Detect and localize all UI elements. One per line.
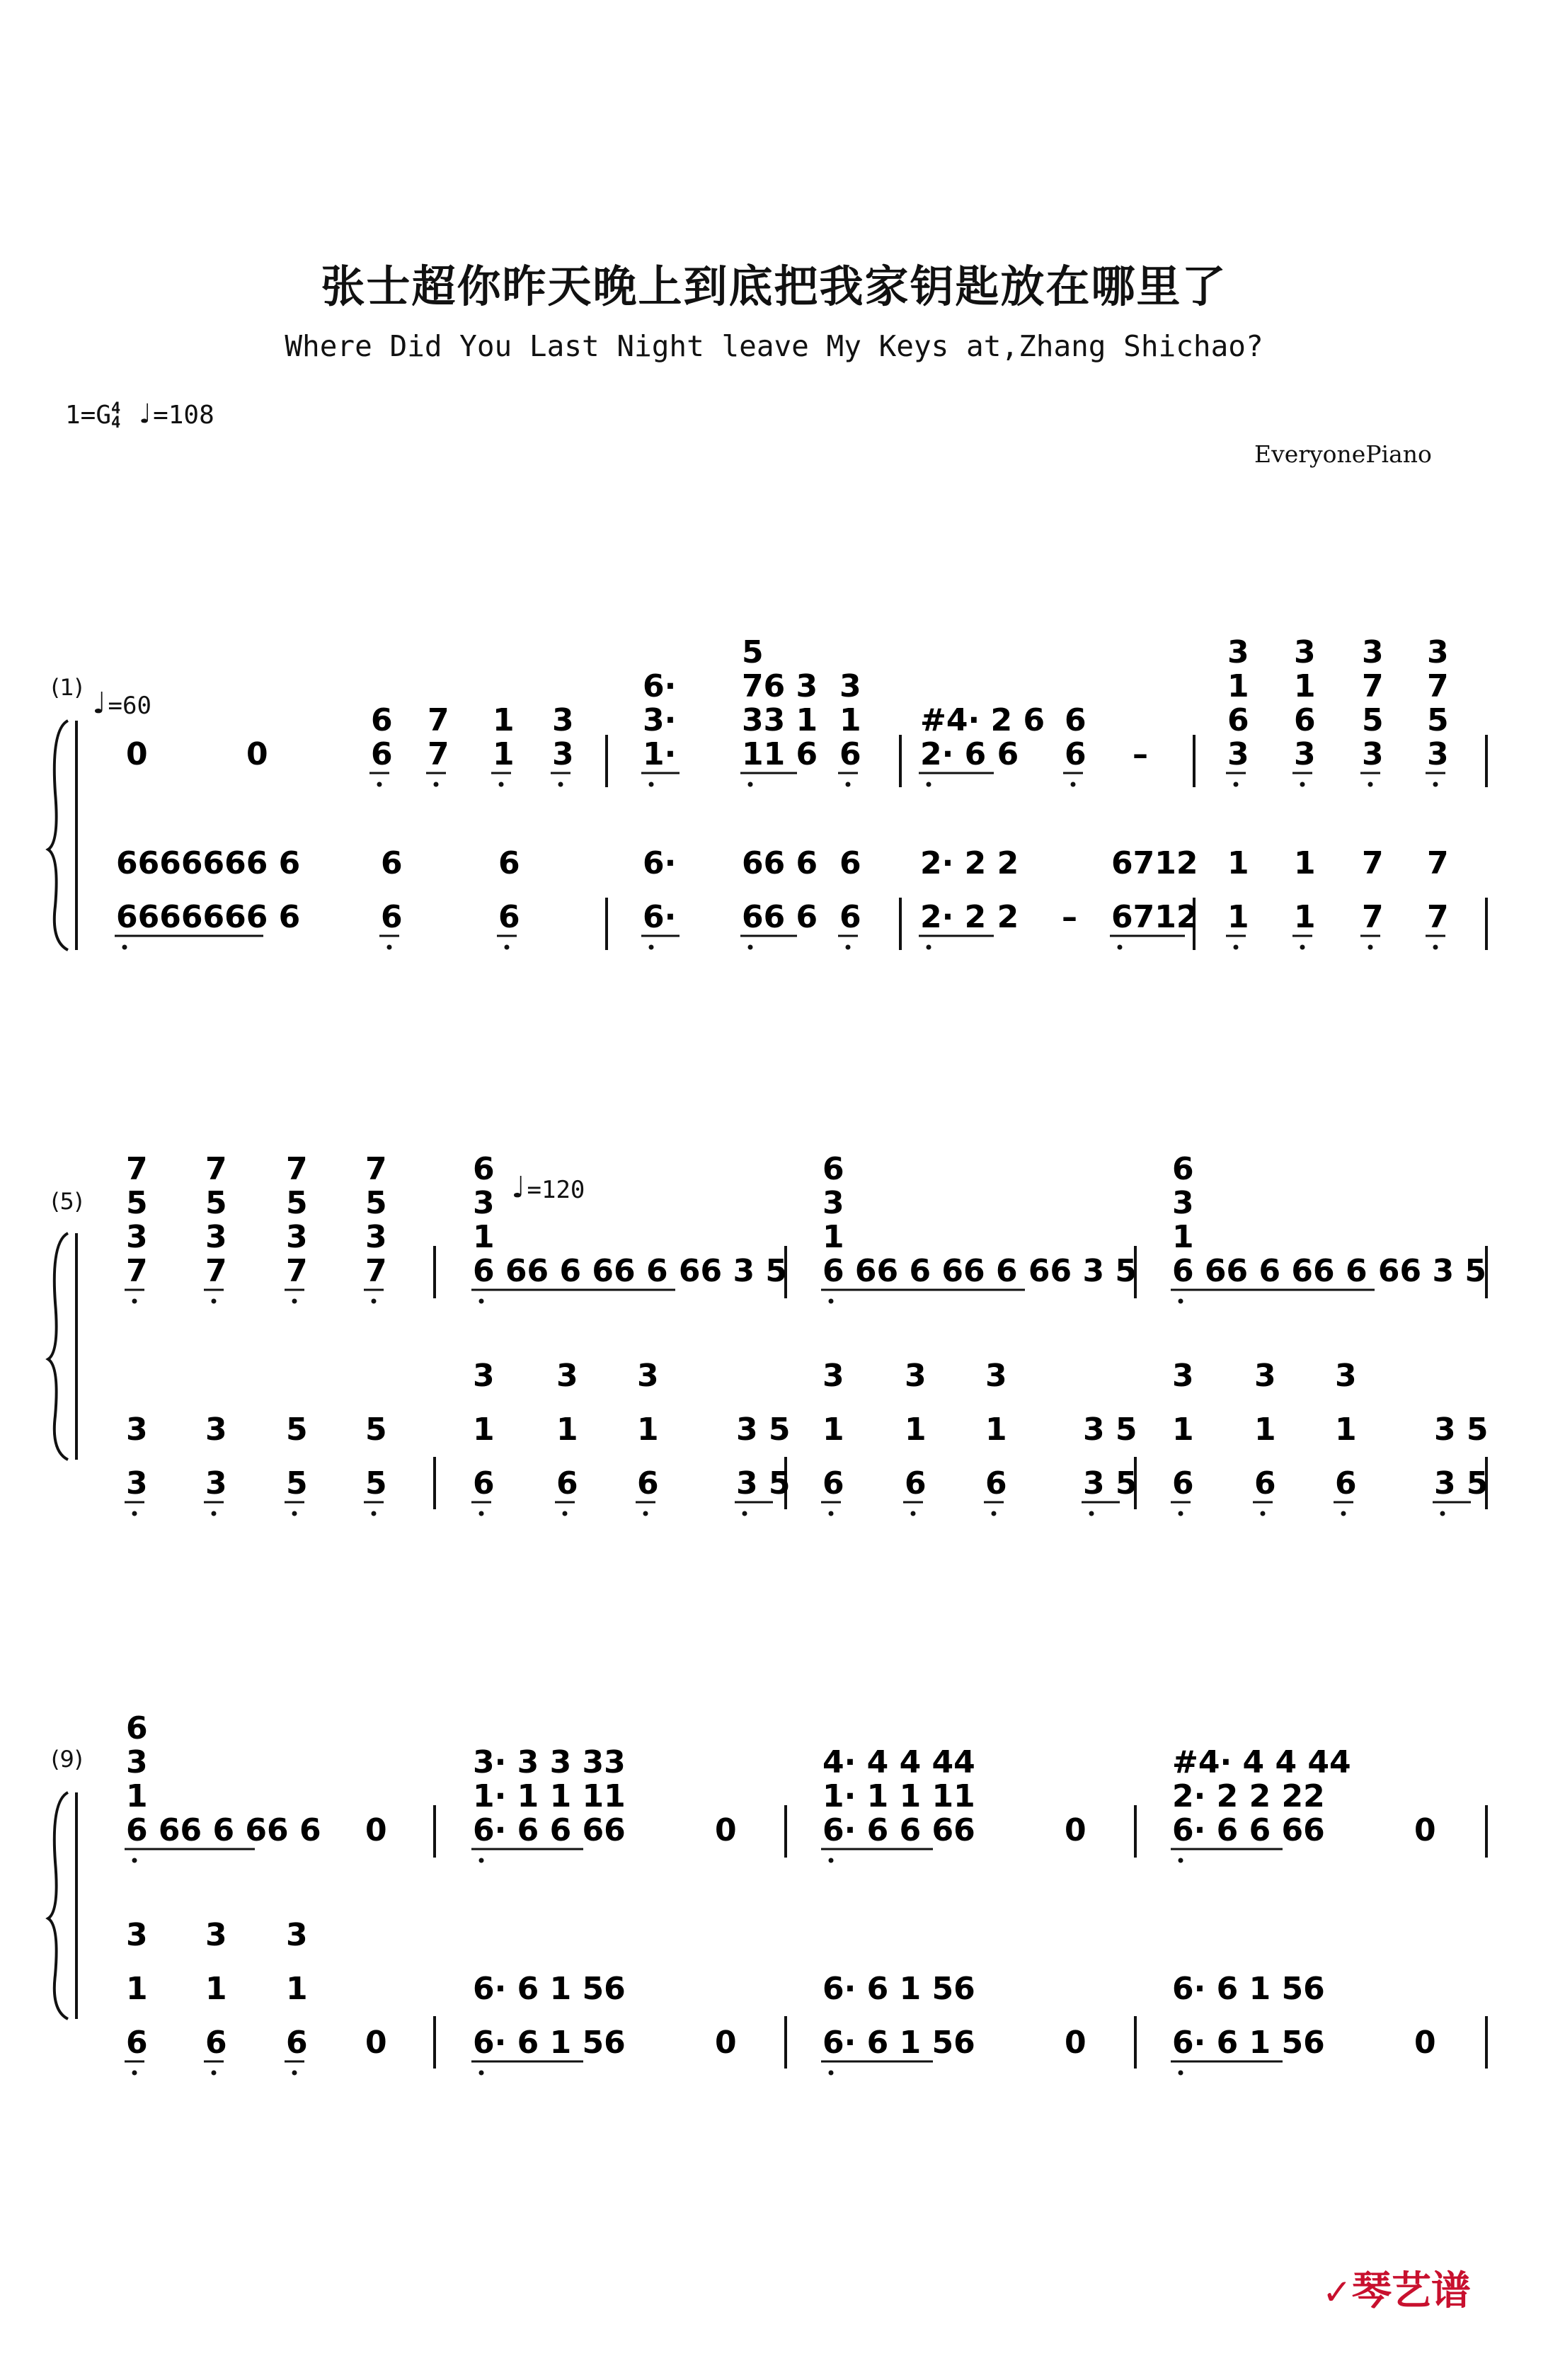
treble-note: 6 66 6 66 6 66 3 5 (822, 1253, 1137, 1289)
treble-note: 6 (839, 736, 861, 772)
bass-note: 0 (1414, 2025, 1436, 2061)
treble-note: 3 (365, 1219, 387, 1255)
bass-note: 1 (822, 1412, 844, 1448)
treble-note: 0 (1414, 1812, 1436, 1848)
octave-dot (212, 2071, 217, 2076)
bass-note: 0 (1065, 2025, 1087, 2061)
credit-text: EveryonePiano (1254, 440, 1432, 468)
bass-note: 6 (905, 1465, 927, 1501)
bass-note: 1 (985, 1412, 1007, 1448)
bass-note: 3 (985, 1358, 1007, 1394)
logo-text: 琴艺谱 (1351, 2268, 1471, 2314)
octave-dot (212, 1299, 217, 1304)
bass-note: 6666666 6 (116, 845, 301, 881)
treble-note: 1 (822, 1219, 844, 1255)
treble-note: 1 (1172, 1219, 1194, 1255)
bass-note: 6 (473, 1465, 495, 1501)
octave-dot (132, 1858, 137, 1863)
bass-note: 6 (498, 899, 520, 935)
octave-dot (829, 1299, 834, 1304)
treble-note: 7 (286, 1151, 308, 1187)
bass-note: 3 5 (1083, 1412, 1137, 1448)
bass-note: 3 (1335, 1358, 1357, 1394)
quarter-note-icon: ♩ (135, 398, 154, 430)
treble-note: 7 (126, 1151, 148, 1187)
bass-note: 3 (473, 1358, 495, 1394)
treble-note: 5 (365, 1185, 387, 1221)
treble-note: 3 (126, 1219, 148, 1255)
tempo-value: =60 (108, 692, 151, 720)
bass-note: 6· 6 1 56 (1172, 1971, 1325, 2007)
measure-number: (5) (51, 1188, 84, 1215)
treble-note: 1 (1294, 668, 1316, 704)
treble-note: 6 66 6 66 6 (126, 1812, 321, 1848)
octave-dot (748, 782, 753, 787)
bass-note: 3 5 (1434, 1412, 1489, 1448)
time-signature-top: 4 (111, 400, 121, 418)
bass-note: – (1062, 899, 1077, 935)
bass-note: 1 (556, 1412, 578, 1448)
octave-dot (1179, 2071, 1183, 2076)
treble-note: 6 (371, 702, 393, 738)
tempo-value: =120 (527, 1176, 585, 1204)
bass-note: 6 (1335, 1465, 1357, 1501)
bass-note: 6 (286, 2025, 308, 2061)
bass-note: 0 (715, 2025, 737, 2061)
treble-note: 3 (552, 702, 574, 738)
bass-note: 1 (473, 1412, 495, 1448)
treble-note: 6 (1227, 702, 1249, 738)
bass-note: 5 (286, 1465, 308, 1501)
bass-note: 1 (1294, 899, 1316, 935)
site-logo (1322, 2260, 1471, 2316)
bass-note: 3 5 (1434, 1465, 1489, 1501)
octave-dot (499, 782, 504, 787)
treble-note: 3 (205, 1219, 227, 1255)
octave-dot (1368, 782, 1373, 787)
bass-note: 3 5 (736, 1412, 791, 1448)
quarter-note-icon: ♩ (508, 1169, 527, 1206)
octave-dot (846, 782, 851, 787)
bass-note: 1 (1294, 845, 1316, 881)
bass-note: 6· (643, 899, 677, 935)
treble-note: 7 (205, 1253, 227, 1289)
treble-note: 7 (205, 1151, 227, 1187)
bass-note: 3 (205, 1917, 227, 1953)
bass-note: 6666666 6 (116, 899, 301, 935)
treble-note: 2· 2 2 22 (1172, 1778, 1325, 1814)
octave-dot (479, 1858, 484, 1863)
octave-dot (1234, 782, 1239, 787)
treble-note: 6· (643, 668, 677, 704)
bass-note: 1 (905, 1412, 927, 1448)
bass-note: 1 (1335, 1412, 1357, 1448)
bass-note: 3 (205, 1465, 227, 1501)
octave-dot (372, 1511, 377, 1516)
bass-note: 1 (1227, 899, 1249, 935)
treble-note: 7 (365, 1151, 387, 1187)
treble-note: 0 (365, 1812, 387, 1848)
treble-note: 3 (1227, 634, 1249, 670)
treble-note: 1 (473, 1219, 495, 1255)
octave-dot (292, 2071, 297, 2076)
octave-dot (132, 1299, 137, 1304)
bass-note: 3 5 (1083, 1465, 1137, 1501)
octave-dot (1179, 1858, 1183, 1863)
treble-note: 5 (742, 634, 764, 670)
octave-dot (1179, 1511, 1183, 1516)
treble-note: 6 (1294, 702, 1316, 738)
treble-note: 7 (1427, 668, 1449, 704)
treble-note: 3 (1362, 634, 1384, 670)
treble-note: 0 (1065, 1812, 1087, 1848)
treble-note: 6 (822, 1151, 844, 1187)
treble-note: 11 6 (742, 736, 818, 772)
bass-note: 3 (286, 1917, 308, 1953)
octave-dot (372, 1299, 377, 1304)
bass-note: 6 (822, 1465, 844, 1501)
bass-note: 3 (1254, 1358, 1276, 1394)
treble-note: 3· 3 3 33 (473, 1744, 626, 1780)
treble-note: 6 (473, 1151, 495, 1187)
bass-note: 6· 6 1 56 (822, 1971, 975, 2007)
treble-note: 5 (1362, 702, 1384, 738)
octave-dot (927, 782, 931, 787)
treble-note: 0 (715, 1812, 737, 1848)
treble-note: 7 (428, 702, 449, 738)
measure-number: (9) (51, 1746, 84, 1773)
octave-dot (132, 2071, 137, 2076)
treble-note: 1· 1 1 11 (473, 1778, 626, 1814)
bass-note: 0 (365, 2025, 387, 2061)
octave-dot (829, 2071, 834, 2076)
treble-note: 1· (643, 736, 677, 772)
treble-note: 6 66 6 66 6 66 3 5 (1172, 1253, 1486, 1289)
bass-note: 6 (839, 899, 861, 935)
bass-note: 6 (205, 2025, 227, 2061)
bass-note: 2· 2 2 (920, 899, 1019, 935)
octave-dot (643, 1511, 648, 1516)
bass-note: 66 6 (742, 845, 818, 881)
octave-dot (132, 1511, 137, 1516)
tempo-main: =108 (153, 401, 214, 430)
bass-note: 6 (839, 845, 861, 881)
treble-note: 3 (473, 1185, 495, 1221)
bass-note: 6 (1172, 1465, 1194, 1501)
bass-note: 3 (1172, 1358, 1194, 1394)
bass-note: 6 (498, 845, 520, 881)
octave-dot (1118, 945, 1123, 950)
treble-note: 6 (1065, 736, 1087, 772)
bass-note: 6 (985, 1465, 1007, 1501)
bass-note: 1 (637, 1412, 659, 1448)
treble-note: 76 3 (742, 668, 818, 704)
treble-note: 6· 6 6 66 (822, 1812, 975, 1848)
treble-note: 3 (1294, 736, 1316, 772)
octave-dot (1440, 1511, 1445, 1516)
bass-note: 2· 2 2 (920, 845, 1019, 881)
bass-note: 66 6 (742, 899, 818, 935)
octave-dot (1300, 945, 1305, 950)
treble-note: 1 (493, 736, 515, 772)
treble-note: 1 (1227, 668, 1249, 704)
treble-note: 6· 6 6 66 (1172, 1812, 1325, 1848)
bass-note: 6 (556, 1465, 578, 1501)
octave-dot (479, 1511, 484, 1516)
key-signature: 1=G (65, 401, 112, 430)
treble-note: 3 (1294, 634, 1316, 670)
treble-note: 0 (246, 736, 268, 772)
bass-note: 7 (1427, 899, 1449, 935)
treble-note: 1 (493, 702, 515, 738)
treble-note: 6 (126, 1710, 148, 1746)
time-signature-bottom: 4 (111, 414, 121, 432)
bass-note: 3 (205, 1412, 227, 1448)
treble-note: 6 66 6 66 6 66 3 5 (473, 1253, 787, 1289)
treble-note: 6· 6 6 66 (473, 1812, 626, 1848)
bass-note: 6· 6 1 56 (1172, 2025, 1325, 2061)
treble-note: #4· 4 4 44 (1172, 1744, 1351, 1780)
bass-note: 1 (1254, 1412, 1276, 1448)
octave-dot (212, 1511, 217, 1516)
treble-note: 3 (1227, 736, 1249, 772)
bass-note: 7 (1362, 899, 1384, 935)
bass-note: 1 (205, 1971, 227, 2007)
bass-note: 6· 6 1 56 (473, 2025, 626, 2061)
treble-note: 33 1 (742, 702, 818, 738)
bass-note: 6· 6 1 56 (473, 1971, 626, 2007)
octave-dot (649, 782, 654, 787)
treble-note: 5 (205, 1185, 227, 1221)
bass-note: 6 (381, 899, 403, 935)
bass-note: 3 (126, 1917, 148, 1953)
octave-dot (829, 1511, 834, 1516)
bass-note: 6712 (1111, 899, 1198, 935)
octave-dot (846, 945, 851, 950)
bass-note: 6 (126, 2025, 148, 2061)
treble-note: 1· 1 1 11 (822, 1778, 975, 1814)
bass-note: 1 (1172, 1412, 1194, 1448)
bass-note: 1 (286, 1971, 308, 2007)
treble-note: 3· (643, 702, 677, 738)
treble-note: 3 (1172, 1185, 1194, 1221)
treble-note: 3 (1427, 736, 1449, 772)
bass-note: 3 (822, 1358, 844, 1394)
octave-dot (1089, 1511, 1094, 1516)
octave-dot (911, 1511, 916, 1516)
treble-note: 7 (126, 1253, 148, 1289)
octave-dot (1071, 782, 1076, 787)
bass-note: 5 (365, 1465, 387, 1501)
octave-dot (829, 1858, 834, 1863)
octave-dot (292, 1299, 297, 1304)
logo-mark-icon: ✓ (1322, 2272, 1352, 2313)
treble-note: 5 (126, 1185, 148, 1221)
treble-note: 2· 6 6 (920, 736, 1019, 772)
quarter-note-icon: ♩ (89, 685, 108, 721)
song-title: 张士超你昨天晚上到底把我家钥匙放在哪里了 (321, 261, 1227, 312)
bass-note: 3 (637, 1358, 659, 1394)
treble-note: 3 (286, 1219, 308, 1255)
bass-note: 3 (556, 1358, 578, 1394)
octave-dot (1179, 1299, 1183, 1304)
octave-dot (377, 782, 382, 787)
octave-dot (1234, 945, 1239, 950)
octave-dot (748, 945, 753, 950)
treble-note: 3 (126, 1744, 148, 1780)
measure-number: (1) (51, 674, 84, 701)
treble-note: 4· 4 4 44 (822, 1744, 975, 1780)
treble-note: – (1133, 736, 1148, 772)
treble-note: 6 (1065, 702, 1087, 738)
treble-note: 5 (1427, 702, 1449, 738)
treble-note: 3 (1427, 634, 1449, 670)
treble-note: #4· 2 6 (920, 702, 1045, 738)
bass-note: 5 (365, 1412, 387, 1448)
octave-dot (479, 1299, 484, 1304)
treble-note: 6 (371, 736, 393, 772)
treble-note: 7 (428, 736, 449, 772)
bass-note: 1 (1227, 845, 1249, 881)
octave-dot (743, 1511, 747, 1516)
bass-note: 6· (643, 845, 677, 881)
octave-dot (563, 1511, 568, 1516)
bass-note: 7 (1427, 845, 1449, 881)
bass-note: 6· 6 1 56 (822, 2025, 975, 2061)
octave-dot (927, 945, 931, 950)
treble-note: 7 (1362, 668, 1384, 704)
treble-note: 7 (365, 1253, 387, 1289)
treble-note: 0 (126, 736, 148, 772)
bass-note: 3 (905, 1358, 927, 1394)
bass-note: 6 (637, 1465, 659, 1501)
octave-dot (558, 782, 563, 787)
treble-note: 6 (1172, 1151, 1194, 1187)
octave-dot (1341, 1511, 1346, 1516)
bass-note: 3 5 (736, 1465, 791, 1501)
bass-note: 6 (1254, 1465, 1276, 1501)
bass-note: 7 (1362, 845, 1384, 881)
treble-note: 3 (822, 1185, 844, 1221)
bass-note: 3 (126, 1465, 148, 1501)
bass-note: 1 (126, 1971, 148, 2007)
song-subtitle: Where Did You Last Night leave My Keys at,Zhang Shichao? (285, 329, 1263, 363)
treble-note: 3 (552, 736, 574, 772)
bass-note: 5 (286, 1412, 308, 1448)
octave-dot (505, 945, 510, 950)
octave-dot (434, 782, 439, 787)
octave-dot (1300, 782, 1305, 787)
octave-dot (1261, 1511, 1266, 1516)
octave-dot (387, 945, 392, 950)
treble-note: 1 (839, 702, 861, 738)
treble-note: 1 (126, 1778, 148, 1814)
treble-note: 5 (286, 1185, 308, 1221)
octave-dot (649, 945, 654, 950)
bass-note: 6712 (1111, 845, 1198, 881)
octave-dot (122, 945, 127, 950)
octave-dot (1433, 782, 1438, 787)
treble-note: 3 (1362, 736, 1384, 772)
treble-note: 3 (839, 668, 861, 704)
bass-note: 3 (126, 1412, 148, 1448)
treble-note: 7 (286, 1253, 308, 1289)
octave-dot (992, 1511, 997, 1516)
octave-dot (479, 2071, 484, 2076)
bass-note: 6 (381, 845, 403, 881)
octave-dot (1433, 945, 1438, 950)
octave-dot (292, 1511, 297, 1516)
octave-dot (1368, 945, 1373, 950)
